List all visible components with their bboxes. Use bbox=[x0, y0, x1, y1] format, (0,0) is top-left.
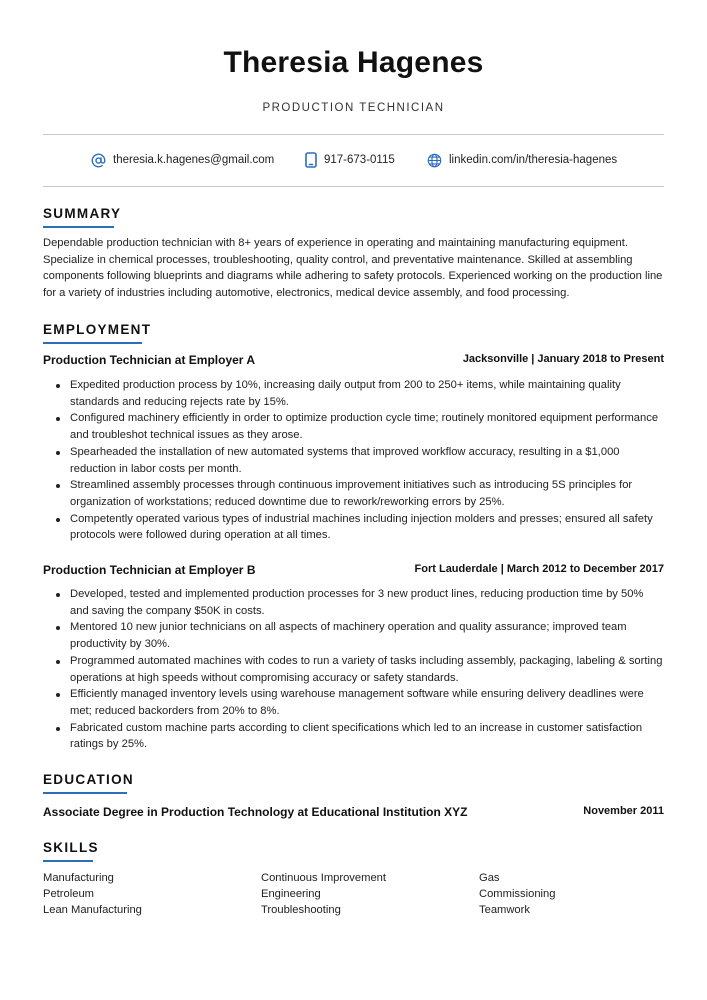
skills-column-2 bbox=[261, 870, 386, 919]
job-title-employer-a: Production Technician at Employer A bbox=[43, 353, 256, 367]
list-item: Configured machinery efficiently in order to optimize production cycle time; routinely monitored equipment performance and troubleshot technical issues as they arose. bbox=[43, 410, 664, 443]
list-item: Streamlined assembly processes through continuous improvement initiatives such as introducing 5S principles for organization of workstations; reduced downtime due to rework/reworking errors by 25%. bbox=[43, 477, 664, 510]
header-divider-top bbox=[43, 134, 664, 135]
education-heading: EDUCATION bbox=[43, 772, 134, 787]
skills-column-3 bbox=[479, 870, 555, 919]
education-underline bbox=[43, 792, 127, 794]
skill-item: Manufacturing bbox=[43, 872, 114, 884]
list-item: Mentored 10 new junior technicians on all aspects of machinery operation and quality assurance; improved team productivity by 30%. bbox=[43, 619, 664, 652]
employment-underline bbox=[43, 342, 142, 344]
job-meta-employer-b: Fort Lauderdale | March 2012 to December 2017 bbox=[414, 563, 664, 575]
job-meta-employer-a: Jacksonville | January 2018 to Present bbox=[462, 353, 664, 365]
job-bullets-employer-a bbox=[43, 377, 664, 544]
education-degree: Associate Degree in Production Technology at Educational Institution XYZ bbox=[43, 805, 468, 819]
skills-underline bbox=[43, 860, 93, 862]
header-divider-bottom bbox=[43, 186, 664, 187]
skills-column-1 bbox=[43, 870, 142, 919]
skill-item: Petroleum bbox=[43, 888, 94, 901]
education-date: November 2011 bbox=[583, 805, 664, 817]
linkedin-text: linkedin.com/in/theresia-hagenes bbox=[449, 154, 618, 166]
skills-heading: SKILLS bbox=[43, 840, 99, 855]
list-item: Programmed automated machines with codes to run a variety of tasks including assembly, packaging, labeling & sorting operations at high speeds without compromising accuracy or safety standards. bbox=[43, 653, 664, 686]
list-item: Fabricated custom machine parts according to client specifications which led to an increase in customer satisfaction ratings by 25%. bbox=[43, 720, 664, 753]
summary-text: Dependable production technician with 8+ years of experience in operating and maintaining manufacturing equipment. Specialize in chemical processes, troubleshooting, quality control, and preventative maintenance. Skilled at assembling components following blueprints and diagrams while adhering to safety protocols. Experienced working on the production line for a variety of industries including automotive, electronics, medical device assembly, and food processing. bbox=[43, 237, 663, 300]
candidate-name: Theresia Hagenes bbox=[223, 46, 484, 79]
skill-item: Engineering bbox=[261, 888, 321, 901]
summary-underline bbox=[43, 226, 114, 228]
list-item: Efficiently managed inventory levels using warehouse management software while ensuring delivery deadlines were met; reduced backorders from 20% to 8%. bbox=[43, 686, 664, 719]
list-item: Spearheaded the installation of new automated systems that improved workflow accuracy, resulting in a $1,000 reduction in labor costs per month. bbox=[43, 444, 664, 477]
skill-item: Commissioning bbox=[479, 888, 556, 901]
contact-linkedin[interactable] bbox=[427, 149, 617, 171]
skill-item: Continuous Improvement bbox=[261, 872, 386, 884]
skill-item: Teamwork bbox=[479, 904, 530, 917]
summary-heading: SUMMARY bbox=[43, 206, 122, 221]
contact-email[interactable] bbox=[91, 149, 274, 171]
phone-text: 917-673-0115 bbox=[324, 154, 395, 166]
phone-icon bbox=[305, 152, 317, 168]
contact-phone[interactable] bbox=[305, 149, 395, 171]
skill-item: Gas bbox=[479, 872, 500, 884]
list-item: Competently operated various types of industrial machines including injection molders and presses; ensured all safety protocols were followed during operation at all times. bbox=[43, 511, 664, 544]
email-text: theresia.k.hagenes@gmail.com bbox=[113, 154, 275, 166]
employment-heading: EMPLOYMENT bbox=[43, 322, 152, 337]
contact-bar bbox=[43, 149, 664, 171]
skill-item: Lean Manufacturing bbox=[43, 904, 142, 917]
skill-item: Troubleshooting bbox=[261, 904, 341, 917]
job-bullets-employer-b bbox=[43, 586, 664, 753]
list-item: Developed, tested and implemented production processes for 3 new product lines, reducing production time by 50% and saving the company $50K in costs. bbox=[43, 586, 664, 619]
list-item: Expedited production process by 10%, increasing daily output from 200 to 250+ items, while maintaining quality standards and reducing rejects rate by 15%. bbox=[43, 377, 664, 410]
at-sign-icon bbox=[91, 153, 106, 168]
job-title-employer-b: Production Technician at Employer B bbox=[43, 563, 256, 577]
job-title-heading: PRODUCTION TECHNICIAN bbox=[262, 102, 445, 114]
globe-icon bbox=[427, 153, 442, 168]
